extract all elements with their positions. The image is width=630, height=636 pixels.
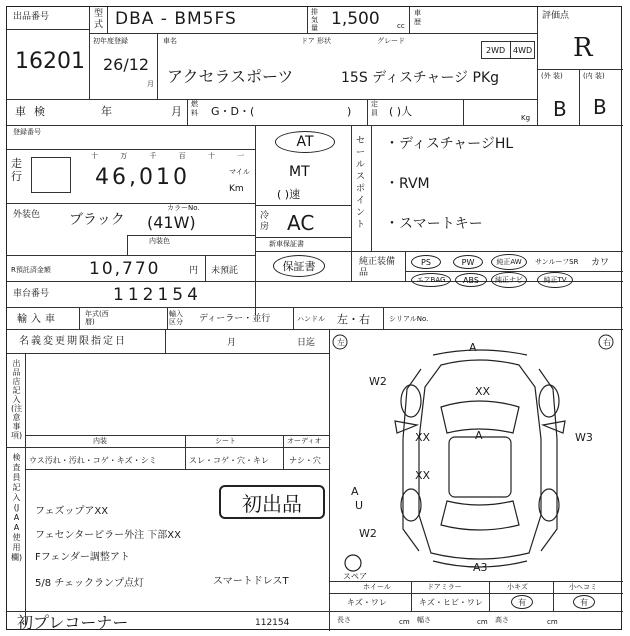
chassis-label: 車台番号: [13, 289, 50, 299]
lot-number: 16201: [15, 49, 85, 74]
small-scratch-value: 有: [511, 595, 533, 609]
mark-8: U: [355, 499, 364, 512]
mirror-items: キズ・ヒビ・ワレ: [419, 598, 483, 607]
ac-value: AC: [287, 211, 315, 235]
small-dent-value: 有: [573, 595, 595, 609]
speed-label: ( )速: [277, 188, 301, 201]
ac-label: 冷房: [259, 211, 269, 232]
warranty-circle: 保証書: [273, 255, 325, 277]
grade-label: グレード: [377, 37, 405, 45]
rating-value: R: [573, 33, 593, 63]
capacity-label: 定員: [371, 100, 378, 117]
equip-sr: サンルーフSR: [535, 258, 579, 266]
fuel-label: 燃料: [191, 100, 198, 117]
auction-sheet: [6, 6, 622, 630]
equip-ps: PS: [411, 255, 441, 269]
import-class-value: ディーラー・並行: [199, 314, 271, 324]
serial-label: シリアルNo.: [389, 315, 429, 323]
handle-label: ハンドル: [297, 315, 325, 323]
name-change-label: 名義変更期限指定日: [19, 336, 127, 347]
drive-box: [481, 41, 535, 59]
small-dent-label: 小ヘコミ: [569, 583, 597, 591]
wheel-items: キズ・ワレ: [347, 598, 387, 607]
name-change-month: 月: [227, 338, 237, 348]
mark-2: XX: [475, 385, 491, 398]
sales-point-3: ・スマートキー: [385, 216, 483, 232]
equip-pw: PW: [453, 255, 483, 269]
inspection-year: 年: [101, 105, 112, 118]
mark-5: A: [475, 429, 483, 442]
mark-9: W2: [359, 527, 377, 540]
exterior-value: B: [553, 97, 567, 121]
displacement-value: 1,500: [331, 9, 380, 29]
capacity-value: ( )人: [389, 105, 413, 118]
mark-10: A3: [473, 561, 488, 574]
cond-seat: シート: [215, 437, 236, 445]
import-year-label: 年式(西暦): [85, 310, 109, 326]
recycle-unit: 円: [189, 266, 199, 276]
spare-circle: [345, 555, 361, 571]
first-reg-unit: 月: [147, 80, 154, 88]
mileage-value: 46,010: [95, 165, 190, 190]
interior-value: B: [593, 95, 607, 119]
cond-seat-items: スレ・コゲ・穴・キレ: [189, 456, 269, 465]
shift-label: 車歴: [414, 9, 421, 26]
rating-label: 評価点: [542, 11, 570, 21]
cond-audio: オーディオ: [287, 437, 322, 445]
note-2: フェセンターピラー外注 下部XX: [35, 530, 181, 541]
cond-interior-items: ウス汚れ・汚れ・コゲ・キズ・シミ: [29, 456, 157, 465]
mileage-unit-mile: マイル: [229, 168, 250, 176]
model-value: DBA - BM5FS: [115, 9, 237, 29]
diagram-labels: [337, 337, 611, 581]
spare-label: スペア: [343, 572, 367, 581]
mark-3: XX: [415, 431, 431, 444]
footer-title: 初プレコーナー: [17, 613, 129, 632]
store-side-label: 出品店記入(注意事項): [11, 359, 23, 440]
color-label: 外装色: [13, 210, 41, 220]
mileage-unit-km: Km: [229, 184, 244, 194]
import-class-label: 輸入区分: [169, 310, 183, 326]
right-mark: 右: [603, 338, 611, 347]
door-label: ドア 形状: [301, 37, 332, 45]
equip-tv: 純正TV: [537, 272, 573, 288]
small-scratch-label: 小キズ: [507, 583, 528, 591]
at-circle: AT: [275, 131, 335, 153]
exterior-label: (外 装): [541, 72, 563, 80]
width-cm: cm: [477, 618, 488, 626]
displacement-label: 排気量: [311, 8, 318, 32]
chassis-value: 112154: [113, 285, 202, 305]
color-value: ブラック: [69, 212, 125, 228]
note-1: フェズップアXX: [35, 506, 109, 517]
import-label: 輸入車: [17, 314, 59, 325]
car-name-label: 車名: [163, 37, 177, 45]
wheel-label: ホイール: [363, 583, 391, 591]
interior-label: (内 装): [583, 72, 605, 80]
sales-point-1: ・ディスチャージHL: [385, 136, 514, 152]
mileage-box: [31, 157, 71, 193]
equip-airbag: エアBAG: [411, 273, 451, 287]
model-label: 型式: [93, 9, 103, 30]
mt-label: MT: [289, 164, 310, 180]
mirror-label: ドアミラー: [427, 583, 462, 591]
cond-audio-items: ナシ・穴: [289, 456, 321, 465]
equip-abs: ABS: [455, 273, 487, 287]
note-3: Fフェンダー調整アト: [35, 552, 130, 563]
sales-point-2: ・RVM: [385, 176, 430, 192]
equip-leather: カワ: [591, 258, 610, 268]
first-reg-value: 26/12: [103, 55, 150, 74]
displacement-unit: cc: [397, 22, 405, 30]
weight-unit: Kg: [521, 114, 531, 122]
mark-7: A: [351, 485, 359, 498]
equipment-label: 純正装備品: [359, 257, 396, 278]
left-mark: 左: [337, 338, 345, 347]
warranty-label: 新車保証書: [269, 240, 304, 248]
length-label: 長さ: [337, 616, 351, 624]
mark-1: W2: [369, 375, 387, 388]
lot-label: 出品番号: [13, 12, 50, 22]
grade-value: 15S ディスチャージ PKg: [341, 70, 500, 86]
recycle-label: R預託済金額: [11, 266, 51, 274]
cond-interior: 内装: [93, 437, 107, 445]
mark-0: A: [469, 341, 477, 354]
note-5: スマートドレスT: [213, 576, 289, 587]
equip-aw: 純正AW: [491, 254, 527, 270]
inspection-month: 月: [171, 105, 182, 118]
mileage-digits: 十 万 千 百 十 一: [91, 152, 255, 160]
recycle-status: 未預託: [211, 266, 239, 276]
handle-value: 左・右: [337, 313, 370, 326]
first-listing-stamp: 初出品: [219, 485, 325, 519]
car-damage-diagram: [329, 329, 623, 581]
note-4: 5/8 チェックランプ点灯: [35, 578, 144, 589]
name-change-day: 日迄: [297, 338, 316, 348]
equip-navi: 純正ナビ: [491, 272, 527, 288]
height-label: 高さ: [495, 616, 509, 624]
reg-no-label: 登録番号: [13, 128, 41, 136]
car-name-value: アクセラスポーツ: [167, 67, 294, 86]
color-no-label: カラーNo.: [167, 204, 200, 212]
inspection-label: 車検: [15, 105, 53, 118]
mark-6: W3: [575, 431, 593, 444]
height-cm: cm: [547, 618, 558, 626]
drive-4wd: 4WD: [513, 46, 533, 55]
mark-4: XX: [415, 469, 431, 482]
recycle-value: 10,770: [89, 259, 161, 279]
width-label: 幅さ: [417, 616, 431, 624]
first-reg-label: 初年度登録: [93, 37, 128, 45]
color-no-value: (41W): [147, 213, 196, 232]
fuel-close: ): [347, 105, 352, 118]
interior-color-label: 内装色: [149, 237, 170, 245]
sales-points-label: セールスポイント: [355, 136, 365, 230]
drive-2wd: 2WD: [486, 46, 506, 55]
length-cm: cm: [399, 618, 410, 626]
mileage-label: 走行: [11, 157, 22, 183]
footer-code: 112154: [255, 618, 290, 628]
inspector-side-label: 検査員記入(JAA使用欄): [11, 453, 23, 562]
fuel-options: G・D・(: [211, 105, 255, 118]
